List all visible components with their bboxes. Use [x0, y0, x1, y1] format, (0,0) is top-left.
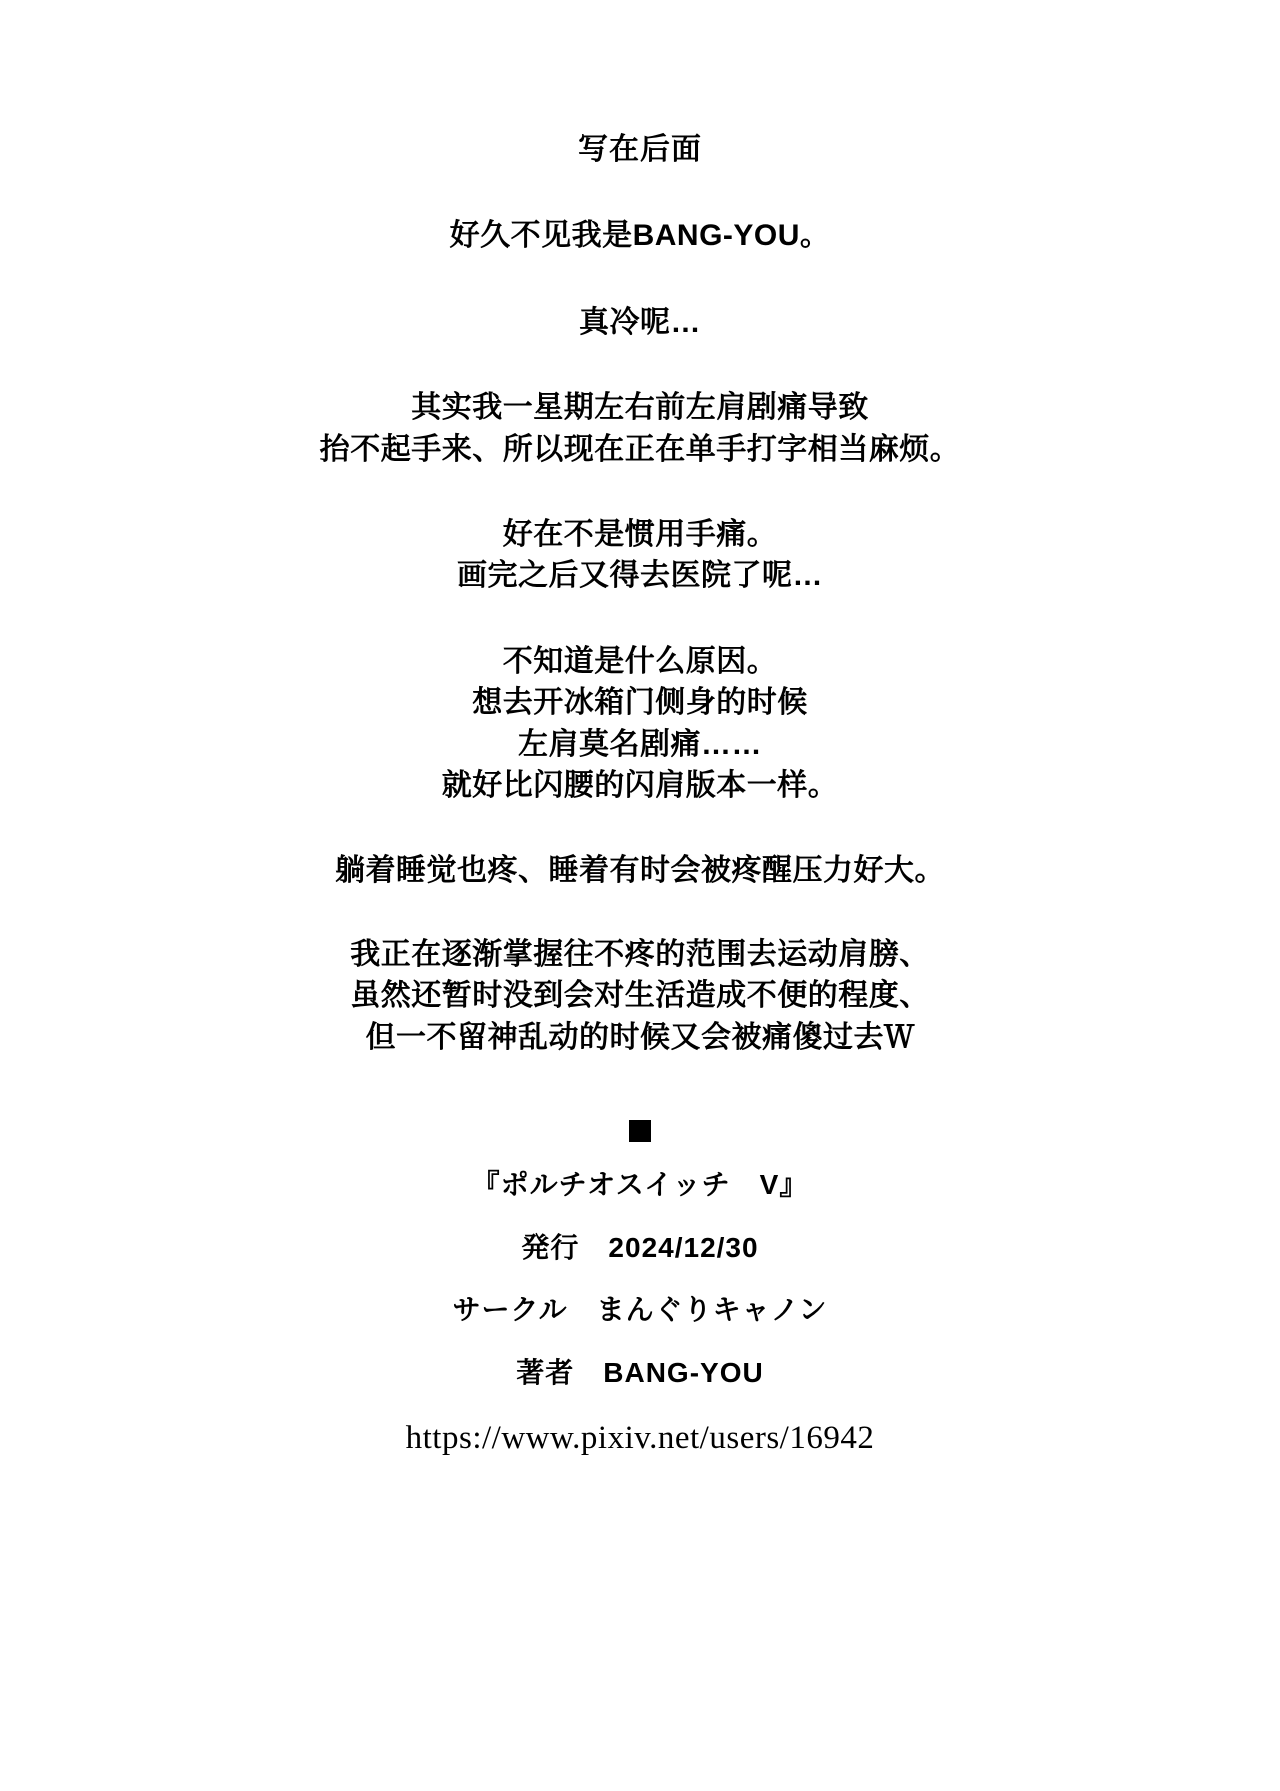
publish-date: 発行 2024/12/30	[521, 1231, 759, 1263]
colophon-section	[0, 1168, 1280, 1459]
afterword-line: 想去开冰箱门侧身的时候	[472, 686, 808, 720]
page-title: 写在后面	[578, 133, 702, 166]
afterword-line: 好在不是惯用手痛。	[502, 518, 778, 552]
author-name: 著者 BANG-YOU	[516, 1356, 764, 1388]
afterword-line: 好久不见我是BANG-YOU。	[449, 218, 831, 252]
circle-name: サークル まんぐりキャノン	[452, 1294, 828, 1326]
afterword-line: 其实我一星期左右前左肩剧痛导致	[411, 391, 869, 425]
afterword-line: 左肩莫名剧痛……	[518, 727, 762, 761]
afterword-paragraph-4	[0, 514, 1280, 597]
afterword-line: 真冷呢…	[579, 305, 701, 339]
afterword-line: 躺着睡觉也疼、睡着有时会被疼醒压力好大。	[335, 854, 945, 888]
pixiv-url[interactable]: https://www.pixiv.net/users/16942	[405, 1420, 875, 1457]
work-title: 『ポルチオスイッチ V』	[471, 1168, 809, 1200]
afterword-paragraph-6	[0, 850, 1280, 891]
afterword-line: 就好比闪腰的闪肩版本一样。	[441, 769, 839, 803]
afterword-line: 虽然还暂时没到会对生活造成不便的程度、	[350, 979, 930, 1013]
afterword-line: 抬不起手来、所以现在正在单手打字相当麻烦。	[319, 432, 961, 466]
afterword-paragraph-3	[0, 387, 1280, 470]
afterword-paragraph-5	[0, 641, 1280, 807]
afterword-paragraph-7	[0, 934, 1280, 1058]
black-square-icon	[629, 1120, 651, 1142]
afterword-line: 画完之后又得去医院了呢…	[457, 559, 823, 593]
section-separator	[0, 1120, 1280, 1142]
afterword-line: 我正在逐渐掌握往不疼的范围去运动肩膀、	[350, 937, 930, 971]
afterword-line: 不知道是什么原因。	[502, 644, 778, 678]
afterword-line: 但一不留神乱动的时候又会被痛傻过去Ｗ	[365, 1020, 915, 1054]
afterword-paragraph-2	[0, 302, 1280, 343]
afterword-paragraph-1	[0, 215, 1280, 256]
